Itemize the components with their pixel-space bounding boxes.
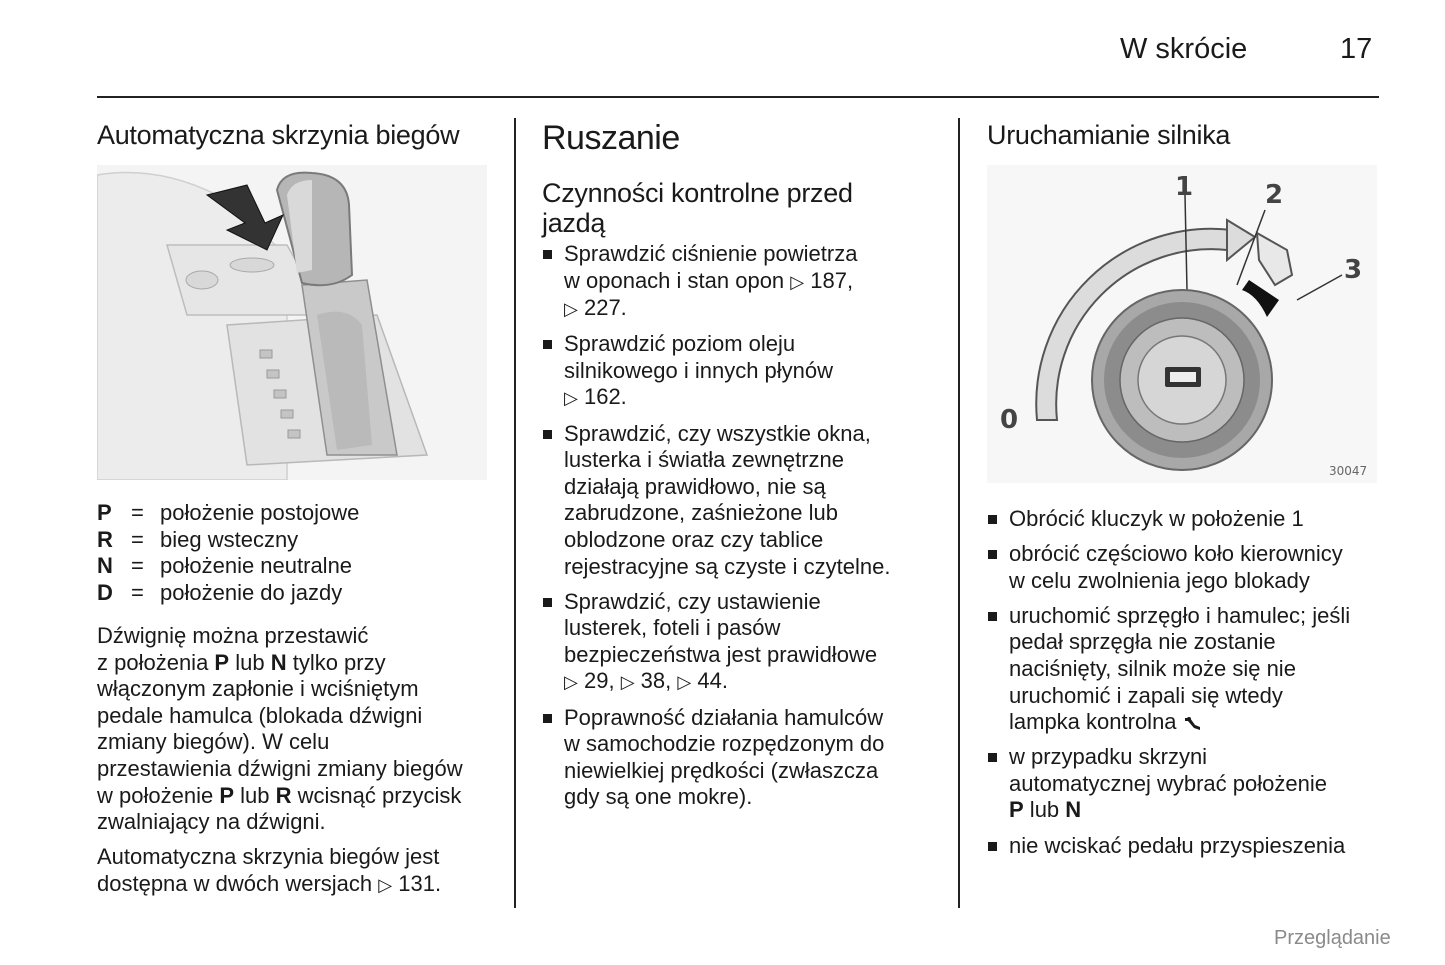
page-number: 17 xyxy=(1340,33,1373,65)
page-reference-icon: ▷ xyxy=(564,299,578,320)
column-divider-right xyxy=(958,118,960,908)
legend-key: R xyxy=(97,526,113,552)
list-item: Sprawdzić, czy ustawienie lusterek, foteli i pasów bezpieczeństwa jest prawidłowe ▷ 29, ▷ 38, ▷ 44. xyxy=(542,589,942,696)
legend-key: D xyxy=(97,579,113,605)
page-reference-icon: ▷ xyxy=(564,672,578,693)
ignition-switch-illustration xyxy=(987,165,1377,483)
engine-start-steps xyxy=(987,506,1387,868)
legend-eq: = xyxy=(131,500,144,525)
page-reference-link[interactable]: 162. xyxy=(583,384,627,410)
bullet-square-icon xyxy=(543,340,552,349)
section-heading-starting-off: Ruszanie xyxy=(542,119,680,157)
text-line: Automatyczna skrzynia biegów jest xyxy=(97,844,440,869)
bullet-square-icon xyxy=(988,612,997,621)
footer-browse-label[interactable]: Przeglądanie xyxy=(1274,927,1391,949)
list-item: obrócić częściowo koło kierownicy w celu zwolnienia jego blokady xyxy=(987,541,1387,594)
subheading-checks-before-driving: Czynności kontrolne przed jazdą xyxy=(542,178,853,238)
position-label-1: 1 xyxy=(1175,172,1194,202)
list-item: w przypadku skrzyni automatycznej wybrać położenie P lub N xyxy=(987,744,1387,824)
header-rule xyxy=(97,96,1379,98)
text-line: przestawienia dźwigni zmiany biegów xyxy=(97,755,463,781)
figure-code: 30047 xyxy=(1329,464,1368,478)
legend-key: P xyxy=(97,500,112,525)
legend-row xyxy=(97,553,359,580)
page-reference-icon: ▷ xyxy=(620,672,635,693)
legend-row xyxy=(97,527,359,554)
bullet-square-icon xyxy=(543,430,552,439)
list-item: Sprawdzić poziom oleju silnikowego i innych płynów ▷ 162. xyxy=(542,331,942,412)
lever-paragraph xyxy=(97,623,507,836)
legend-text: położenie neutralne xyxy=(160,553,353,579)
page-reference-icon: ▷ xyxy=(790,271,805,292)
running-header-title: W skrócie xyxy=(1120,33,1248,65)
text-line: dostępna w dwóch wersjach ▷ 131. xyxy=(97,870,442,896)
page-reference-link[interactable]: 44. xyxy=(697,668,728,694)
pre-drive-checklist xyxy=(542,241,942,819)
page-reference-link[interactable]: 38, xyxy=(640,668,672,694)
text-line: włączonym zapłonie i wciśniętym xyxy=(97,676,419,702)
page-reference-icon: ▷ xyxy=(677,672,692,693)
text-line: pedale hamulca (blokada dźwigni xyxy=(97,702,423,728)
bullet-square-icon xyxy=(988,550,997,559)
text-line: zmiany biegów). W celu xyxy=(97,729,330,755)
gear-lever-illustration xyxy=(97,165,487,480)
text-line: w położenie P lub R wcisnąć przycisk xyxy=(97,782,462,808)
section-heading-engine-start: Uruchamianie silnika xyxy=(987,120,1231,150)
legend-row xyxy=(97,500,359,527)
legend-key: N xyxy=(97,553,113,579)
legend-text: położenie postojowe xyxy=(160,500,360,525)
text-line: zwalniający na dźwigni. xyxy=(97,809,326,835)
legend-eq: = xyxy=(131,526,144,552)
position-label-3: 3 xyxy=(1344,255,1363,285)
list-item: Sprawdzić ciśnienie powietrza w oponach i stan opon ▷ 187, ▷ 227. xyxy=(542,241,942,323)
bullet-square-icon xyxy=(988,515,997,524)
bullet-square-icon xyxy=(988,753,997,762)
list-item: uruchomić sprzęgło i hamulec; jeśli pedał sprzęgła nie zostanie naciśnięty, silnik może się nie uruchomić i zapali się wtedy lampka kontrolna xyxy=(987,603,1387,736)
legend-text: położenie do jazdy xyxy=(160,579,343,605)
text-line: Dźwignię można przestawić xyxy=(97,623,369,648)
bullet-square-icon xyxy=(543,714,552,723)
position-label-2: 2 xyxy=(1265,180,1284,210)
page-reference-link[interactable]: 29, xyxy=(583,668,615,694)
list-item: Sprawdzić, czy wszystkie okna, lusterka i światła zewnętrzne działają prawidłowo, nie są zabrudzone, zaśnieżone lub oblodzone oraz czy tablice rejestracyjne są czyste i czytelne. xyxy=(542,421,942,581)
list-item: Poprawność działania hamulców w samochodzie rozpędzonym do niewielkiej prędkości (zwłaszcza gdy są one mokre). xyxy=(542,705,942,811)
page-reference-link[interactable]: 227. xyxy=(583,295,627,321)
column-divider-left xyxy=(514,118,516,908)
legend-row xyxy=(97,580,359,607)
legend-eq: = xyxy=(131,553,144,579)
list-item: nie wciskać pedału przyspieszenia xyxy=(987,833,1387,860)
bullet-square-icon xyxy=(543,598,552,607)
bullet-square-icon xyxy=(988,842,997,851)
position-label-0: 0 xyxy=(1000,405,1019,435)
section-heading-automatic-gearbox: Automatyczna skrzynia biegów xyxy=(97,120,460,150)
versions-paragraph xyxy=(97,844,507,898)
bullet-square-icon xyxy=(543,250,552,259)
legend-text: bieg wsteczny xyxy=(160,526,299,552)
page-reference-icon: ▷ xyxy=(378,874,393,895)
page-reference-link[interactable]: 187, xyxy=(810,267,854,293)
clutch-warning-lamp-icon xyxy=(1183,715,1203,731)
list-item: Obrócić kluczyk w położenie 1 xyxy=(987,506,1387,533)
legend-eq: = xyxy=(131,579,144,605)
text-line: z położenia P lub N tylko przy xyxy=(97,649,386,675)
page-reference-icon: ▷ xyxy=(564,388,578,409)
gear-position-legend xyxy=(97,500,359,606)
page-reference-link[interactable]: 131. xyxy=(398,870,442,896)
